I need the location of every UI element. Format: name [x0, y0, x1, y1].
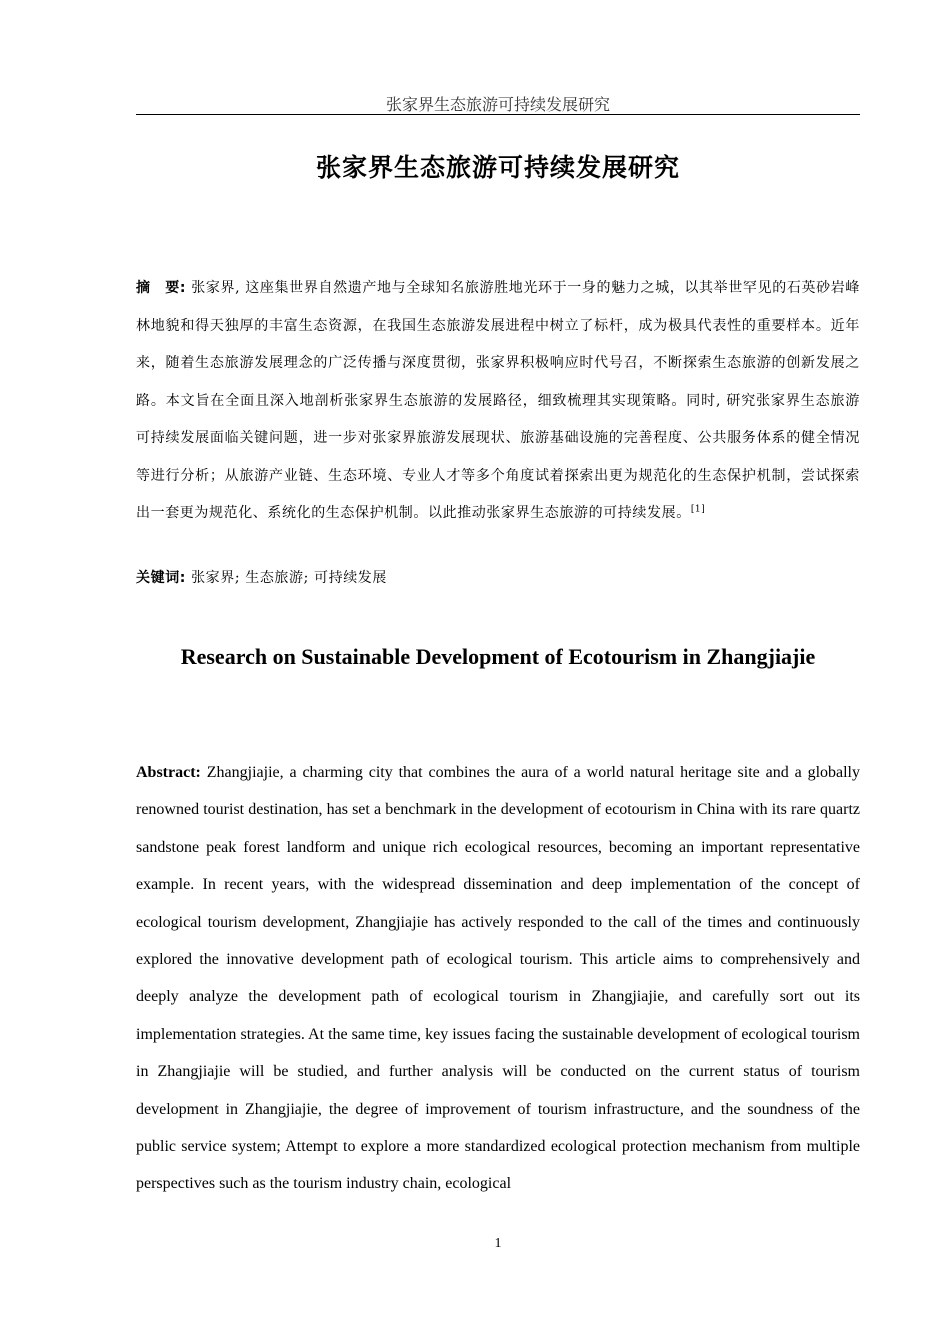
chinese-abstract	[136, 270, 860, 533]
english-abstract-text: Zhangjiajie, a charming city that combines the aura of a world natural heritage site and a globally renowned tourist destination, has set a benchmark in the development of ecotourism in China with its rare quartz sandstone peak forest landform and unique rich ecological resources, becoming an important representative example. In recent years, with the widespread dissemination and deep implementation of the concept of ecological tourism development, Zhangjiajie has actively responded to the call of the times and continuously explored the innovative development path of ecological tourism. This article aims to comprehensively and deeply analyze the development path of ecological tourism in Zhangjiajie, and carefully sort out its implementation strategies. At the same time, key issues facing the sustainable development of ecological tourism in Zhangjiajie will be studied, and further analysis will be conducted on the current status of tourism development in Zhangjiajie, the degree of improvement of tourism infrastructure, and the soundness of the public service system; Attempt to explore a more standardized ecological protection mechanism from multiple perspectives such as the tourism industry chain, ecological	[136, 764, 861, 1193]
citation-ref: [1]	[690, 504, 706, 515]
chinese-keywords	[136, 565, 860, 591]
english-abstract-label: Abstract:	[136, 764, 201, 781]
running-header: 张家界生态旅游可持续发展研究	[385, 95, 610, 114]
keywords-text: 张家界; 生态旅游; 可持续发展	[191, 570, 387, 586]
keywords-label: 关键词:	[136, 570, 186, 586]
chinese-abstract-label: 摘 要:	[136, 280, 187, 296]
english-title: Research on Sustainable Development of Ecotourism in Zhangjiajie	[180, 644, 816, 669]
chinese-abstract-text: 张家界, 这座集世界自然遗产地与全球知名旅游胜地光环于一身的魅力之城，以其举世罕见的石英砂岩峰林地貌和得天独厚的丰富生态资源，在我国生态旅游发展进程中树立了标杆，成为极具代表性的重要样本。近年来，随着生态旅游发展理念的广泛传播与深度贯彻，张家界积极响应时代号召，不断探索生态旅游的创新发展之路。本文旨在全面且深入地剖析张家界生态旅游的发展路径，细致梳理其实现策略。同时, 研究张家界生态旅游可持续发展面临关键问题，进一步对张家界旅游发展现状、旅游基础设施的完善程度、公共服务体系的健全情况等进行分析；从旅游产业链、生态环境、专业人才等多个角度试着探索出更为规范化的生态保护机制，尝试探索出一套更为规范化、系统化的生态保护机制。以此推动张家界生态旅游的可持续发展。	[136, 280, 860, 521]
english-abstract	[136, 754, 860, 1203]
chinese-title: 张家界生态旅游可持续发展研究	[315, 153, 680, 182]
header-rule	[136, 114, 860, 115]
page-number: 1	[494, 1236, 502, 1251]
